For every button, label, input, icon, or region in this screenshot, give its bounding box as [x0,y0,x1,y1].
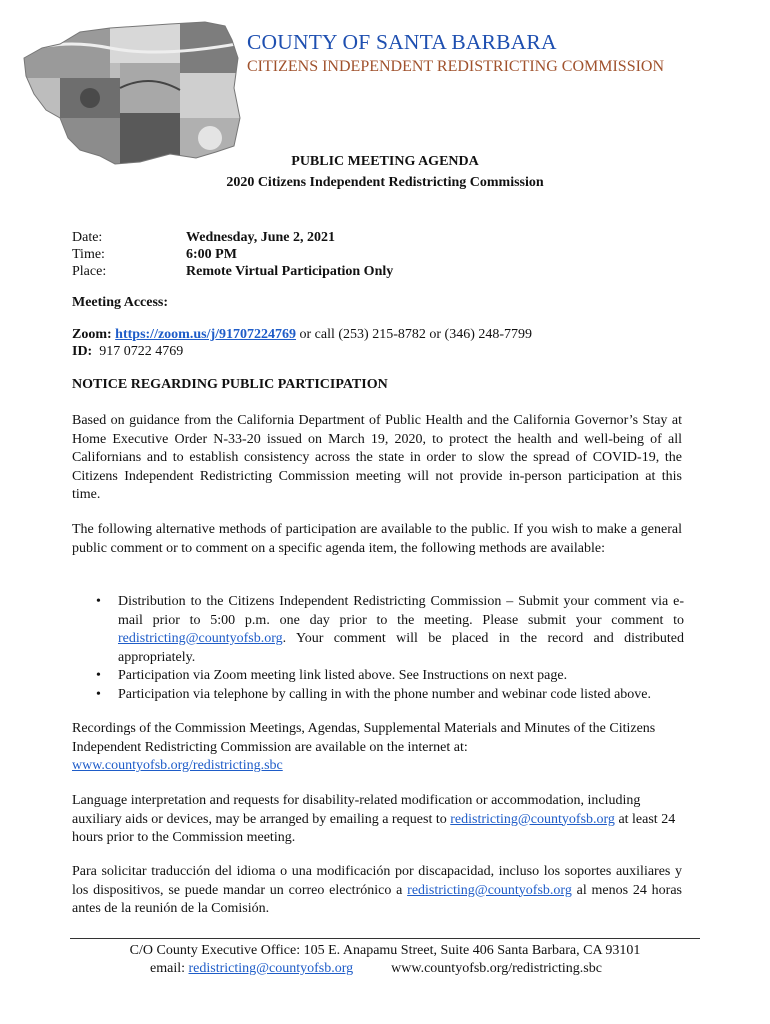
language-text: Language interpretation and requests for disability-related modification or accommodation, including auxiliary aids or devices, may be arranged by emailing a request to [72,793,641,827]
language-paragraph [72,792,682,848]
alternatives-paragraph: The following alternative methods of participation are available to the public. If you wish to make a general public comment or to comment on a specific agenda item, the following methods are available: [72,522,682,556]
notice-paragraph: Based on guidance from the California Department of Public Health and the California Governor’s Stay at Home Executive Order N-33-20 issued on March 19, 2020, to protect the health and well-being of all Californians and to establish consistency across the state in order to slow the spread of COVID-19, the Citizens Independent Redistricting Commission meeting will not provide in-person participation at this time. [72,413,682,502]
bullet-text: Participation via Zoom meeting link listed above. See Instructions on next page. [118,668,568,683]
footer-contact [150,961,602,977]
bullet-icon: • [96,686,101,702]
language-email-link[interactable]: redistricting@countyofsb.org [450,811,615,827]
agenda-subtitle: 2020 Citizens Independent Redistricting Commission [226,175,544,190]
meeting-id-value: 917 0722 4769 [92,344,184,359]
bullet-icon: • [96,668,101,683]
date-value: Wednesday, June 2, 2021 [186,230,335,245]
meeting-access-heading: Meeting Access: [72,295,169,310]
zoom-label: Zoom: [72,327,112,342]
zoom-line [72,327,532,343]
time-value: 6:00 PM [186,247,237,262]
list-item [72,667,684,686]
footer-address: C/O County Executive Office: 105 E. Anapamu Street, Suite 406 Santa Barbara, CA 93101 [129,943,641,958]
footer-email-label: email: [150,961,189,976]
county-collage-logo-icon [20,18,242,168]
recordings-link[interactable]: www.countyofsb.org/redistricting.sbc [72,758,283,773]
list-item [72,593,684,667]
commission-title: CITIZENS INDEPENDENT REDISTRICTING COMMISSION [247,58,665,75]
bullet-text: Participation via telephone by calling in with the phone number and webinar code listed above. [118,686,652,702]
bullet-icon: • [96,594,101,609]
email-link[interactable]: redistricting@countyofsb.org [118,631,283,646]
time-label: Time: [72,247,105,262]
date-label: Date: [72,230,103,245]
county-title: COUNTY OF SANTA BARBARA [247,30,557,54]
place-label: Place: [72,264,107,279]
participation-methods-list [72,593,684,704]
recordings-text: Recordings of the Commission Meetings, Agendas, Supplemental Materials and Minutes of the Citizens Independent Redistricting Commission are available on the internet at: [72,721,656,755]
zoom-link[interactable]: https://zoom.us/j/91707224769 [115,327,297,342]
spanish-text: Para solicitar traducción del idioma o una modificación por discapacidad, incluso los soportes auxiliares y los dispositivos, se puede mandar un correo electrónico a [72,864,682,898]
meeting-id-label: ID: [72,344,93,359]
spanish-paragraph [72,863,682,919]
list-item [72,686,684,705]
agenda-title: PUBLIC MEETING AGENDA [291,154,479,169]
language-tail: at least 24 hours prior to the Commission meeting. [72,811,676,845]
spanish-tail: al menos 24 horas antes de la reunión de la Comisión. [72,882,683,916]
notice-heading: NOTICE REGARDING PUBLIC PARTICIPATION [72,377,388,392]
footer-email-link[interactable]: redistricting@countyofsb.org [188,961,354,976]
recordings-paragraph [72,720,682,776]
call-numbers: or call (253) 215-8782 or (346) 248-7799 [296,327,533,342]
bullet-text: Distribution to the Citizens Independent Redistricting Commission – Submit your comment via e-mail prior to 5:00 p.m. one day prior to the meeting. Please submit your comment to [118,594,684,628]
spanish-email-link[interactable]: redistricting@countyofsb.org [407,882,572,898]
meeting-id-line [72,344,183,360]
bullet-text-tail: . Your comment will be placed in the record and distributed appropriately. [118,631,684,665]
place-value: Remote Virtual Participation Only [186,264,394,279]
footer-divider [70,938,700,939]
footer-website: www.countyofsb.org/redistricting.sbc [391,961,602,976]
